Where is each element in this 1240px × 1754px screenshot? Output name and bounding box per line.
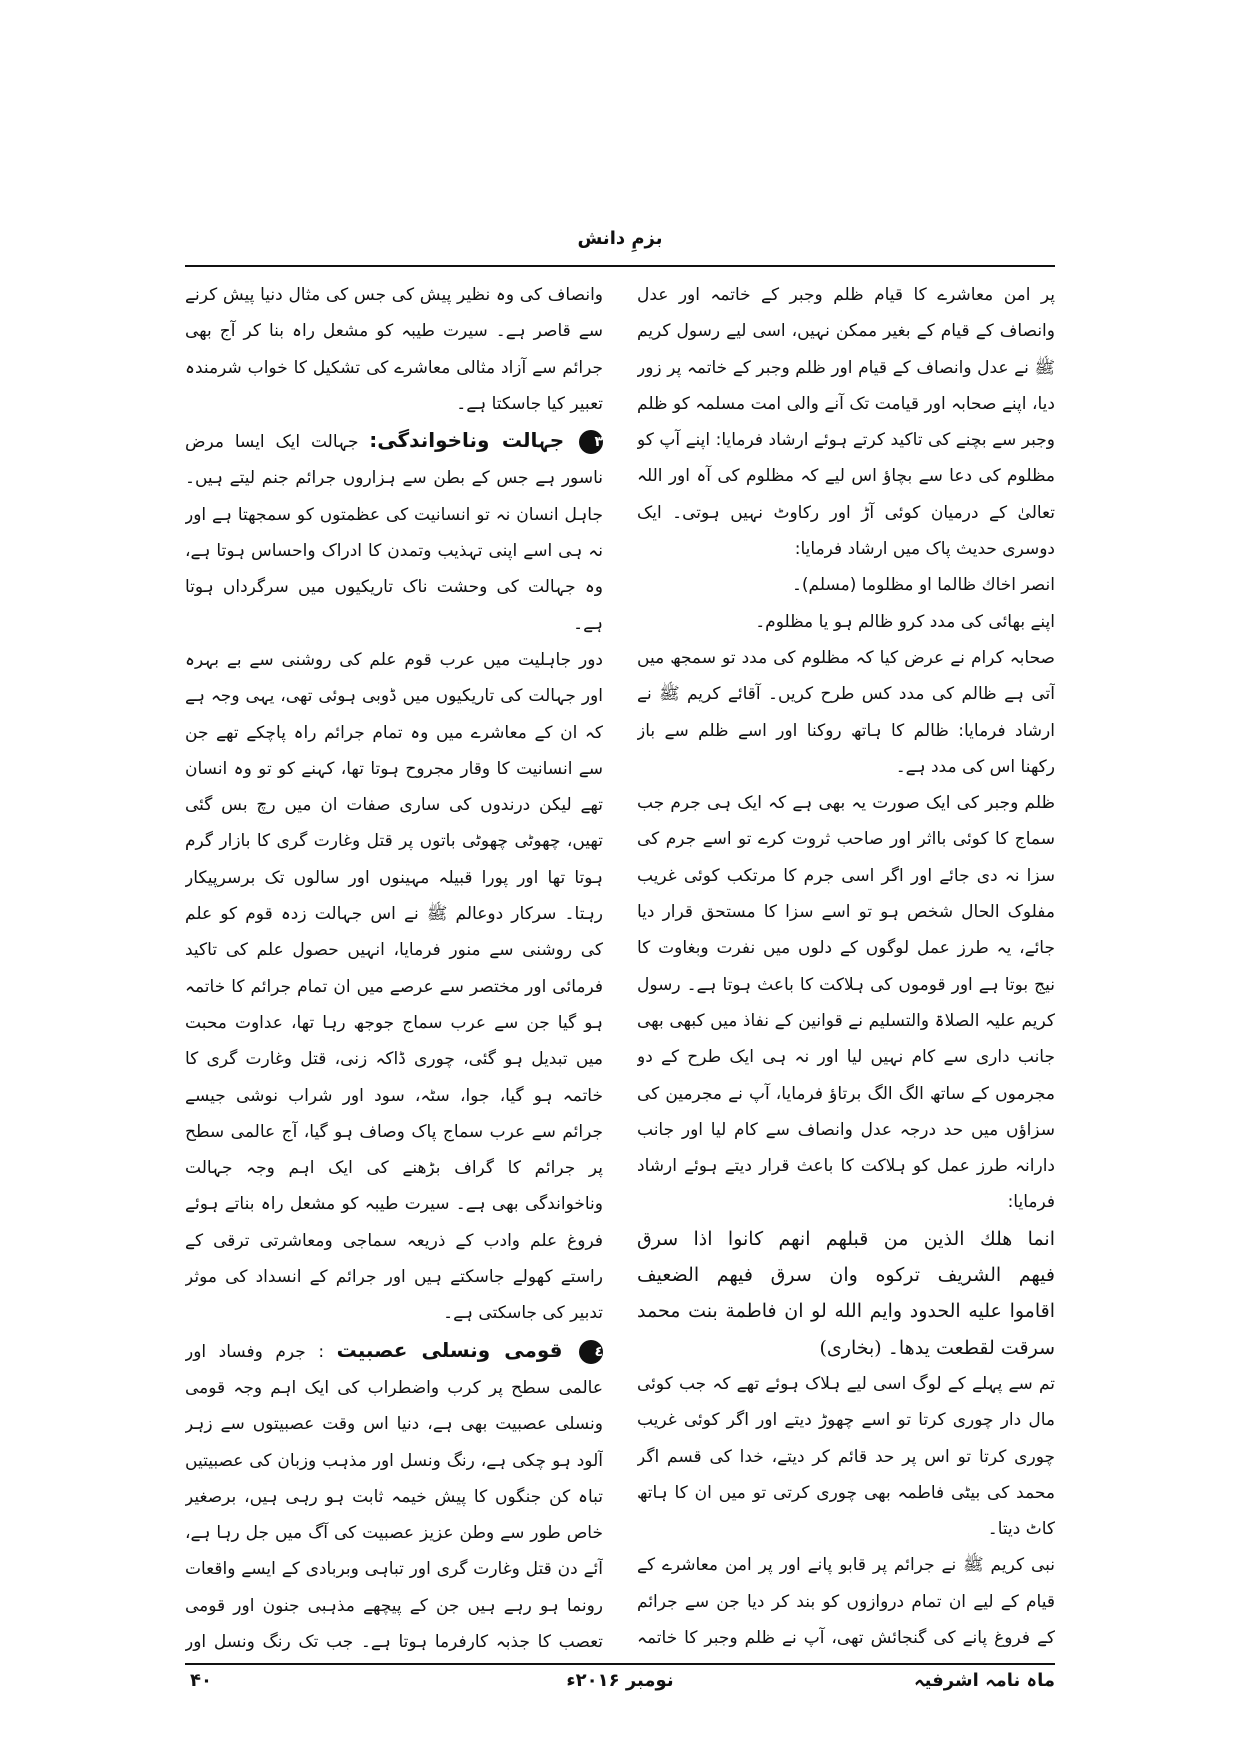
section-heading-title: جہالت وناخواندگی: [369, 428, 565, 453]
hadith-arabic: انصر اخاك ظالما او مظلوما (مسلم)۔ [791, 575, 1055, 596]
hadith-line: اقاموا عليه الحدود وايم الله لو ان فاطمة بنت محمد [637, 1300, 1055, 1323]
paragraph: پر امن معاشرے کا قیام ظلم وجبر کے خاتمہ اور عدل وانصاف کے قیام کے بغیر ممکن نہیں، اسی لیے رسول کریم ﷺ نے عدل وانصاف کے قیام اور ظلم وجبر کے خاتمہ پر زور دیا، اپنے صحابہ اور قیامت تک آنے والی امت مسلمہ کو ظلم وجبر سے بچنے کی تاکید کرتے ہوئے ارشاد فرمایا: اپنے آپ کو مظلوم کی دعا سے بچاؤ اس لیے کہ مظلوم کی آہ اور اللہ تعالیٰ کے درمیان کوئی آڑ اور رکاوٹ نہیں ہوتی۔ ایک دوسری حدیث پاک میں ارشاد فرمایا: [637, 285, 1055, 560]
section-text: جہالت ایک ایسا مرض ناسور ہے جس کے بطن سے ہزاروں جرائم جنم لیتے ہیں۔ جاہل انسان نہ تو انسانیت کی عظمتوں کو سمجھتا ہے اور نہ ہی اسے اپنی تہذیب وتمدن کا ادراک واحساس ہوتا ہے، وہ جہالت کی وحشت ناک تاریکیوں میں سرگرداں ہوتا ہے۔ [185, 432, 603, 634]
magazine-name: ماہ نامہ اشرفیہ [914, 1670, 1055, 1691]
paragraph: تم سے پہلے کے لوگ اسی لیے ہلاک ہوئے تھے کہ جب کوئی مال دار چوری کرتا تو اسے چھوڑ دیتے اور اگر کوئی غریب چوری کرتا تو اس پر حد قائم کر دیتے، خدا کی قسم اگر محمد کی بیٹی فاطمہ بھی چوری کرتی تو میں ان کا ہاتھ کاٹ دیتا۔ [637, 1373, 1055, 1540]
right-column [637, 277, 1055, 1655]
paragraph: ظلم وجبر کی ایک صورت یہ بھی ہے کہ ایک ہی جرم جب سماج کا کوئی بااثر اور صاحب ثروت کرے تو اسے جرم کی سزا نہ دی جائے اور اگر اسی جرم کا مرتکب کوئی غریب مفلوک الحال شخص ہو تو اسے سزا کا مستحق قرار دیا جائے، یہ طرز عمل لوگوں کے دلوں میں نفرت وبغاوت کا نیج بوتا ہے اور قوموں کی ہلاکت کا باعث ہوتا ہے۔ رسول کریم علیہ الصلاۃ والتسلیم نے قوانین کے نفاذ میں کبھی بھی جانب داری سے کام نہیں لیا اور نہ ہی ایک طرح کے دو مجرموں کے ساتھ الگ الگ برتاؤ فرمایا، آپ نے مجرمین کی سزاؤں میں حد درجہ عدل وانصاف سے کام لیا اور جانب دارانہ طرز عمل کو ہلاکت کا باعث قرار دیتے ہوئے ارشاد فرمایا: [637, 793, 1055, 1213]
section-heading [358, 428, 603, 453]
paragraph: وانصاف کی وہ نظیر پیش کی جس کی مثال دنیا پیش کرنے سے قاصر ہے۔ سیرت طیبہ کو مشعل راہ بنا کر آج بھی جرائم سے آزاد مثالی معاشرے کی تشکیل کا خواب شرمندہ تعبیر کیا جاسکتا ہے۔ [185, 285, 603, 414]
section-number-badge: ٣ [579, 430, 603, 454]
left-column [185, 277, 603, 1655]
section-heading [324, 1337, 603, 1362]
section-number-badge: ٤ [579, 1340, 603, 1364]
hadith-translation: اپنے بھائی کی مدد کرو ظالم ہو یا مظلوم۔ [755, 611, 1055, 632]
section-title: بزمِ دانش [577, 228, 663, 249]
paragraph: دور جاہلیت میں عرب قوم علم کی روشنی سے بے بہرہ اور جہالت کی تاریکیوں میں ڈوبی ہوئی تھی، یہی وجہ ہے کہ ان کے معاشرے میں وہ تمام جرائم راہ پاچکے تھے جن سے انسانیت کا وقار مجروح ہوتا تھا، کہنے کو تو وہ انسان تھے لیکن درندوں کی ساری صفات ان میں رچ بس گئی تھیں، چھوٹی چھوٹی باتوں پر قتل وغارت گری کا بازار گرم ہوتا تھا اور پورا قبیلہ مہینوں اور سالوں تک برسرپیکار رہتا۔ سرکار دوعالم ﷺ نے اس جہالت زدہ قوم کو علم کی روشنی سے منور فرمایا، انہیں حصول علم کی تاکید فرمائی اور مختصر سے عرصے میں ان تمام جرائم کا خاتمہ ہو گیا جن سے عرب سماج جوجھ رہا تھا، عداوت محبت میں تبدیل ہو گئی، چوری ڈاکہ زنی، قتل وغارت گری کا خاتمہ ہو گیا، جوا، سٹہ، سود اور شراب نوشی جیسے جرائم سے عرب سماج پاک وصاف ہو گیا، آج عالمی سطح پر جرائم کا گراف بڑھنے کی ایک اہم وجہ جہالت وناخواندگی بھی ہے۔ سیرت طیبہ کو مشعل راہ بناتے ہوئے فروغ علم وادب کے ذریعہ سماجی ومعاشرتی ترقی کے راستے کھولے جاسکتے ہیں اور جرائم کے انسداد کی موثر تدبیر کی جاسکتی ہے۔ [185, 649, 603, 1324]
header-rule [185, 265, 1055, 267]
hadith-line: انما هلك الذين من قبلهم انهم كانوا اذا سرق [637, 1227, 1055, 1250]
section-heading-title: قومی ونسلی عصبیت [336, 1337, 563, 1362]
paragraph: صحابہ کرام نے عرض کیا کہ مظلوم کی مدد تو سمجھ میں آتی ہے ظالم کی مدد کس طرح کریں۔ آقائے کریم ﷺ نے ارشاد فرمایا: ظالم کا ہاتھ روکنا اور اسے ظلم سے باز رکھنا اس کی مدد ہے۔ [637, 647, 1055, 777]
section-paragraph [185, 1332, 603, 1655]
footer-rule [185, 1663, 1055, 1665]
issue-date: نومبر ۲۰۱۶ء [566, 1670, 674, 1691]
section-text: : جرم وفساد اور عالمی سطح پر کرب واضطراب کی ایک اہم وجہ قومی ونسلی عصبیت بھی ہے، دنیا اس وقت عصبیتوں سے زہر آلود ہو چکی ہے، رنگ ونسل اور مذہب وزبان کی عصبیتیں تباہ کن جنگوں کا پیش خیمہ ثابت ہو رہی ہیں، برصغیر خاص طور سے وطن عزیز عصبیت کی آگ میں جل رہا ہے، آئے دن قتل وغارت گری اور تباہی وبربادی کے ایسے واقعات رونما ہو رہے ہیں جن کے پیچھے مذہبی جنون اور قومی تعصب کا جذبہ کارفرما ہوتا ہے۔ جب تک رنگ ونسل اور [185, 1341, 603, 1652]
hadith-line: سرقت لقطعت يدها۔ (بخاری) [819, 1336, 1055, 1359]
page-number: ۴۰ [190, 1670, 212, 1691]
section-paragraph [185, 422, 603, 642]
hadith-arabic-block [637, 1221, 1055, 1366]
hadith-line: فيهم الشريف تركوه وان سرق فيهم الضعيف [637, 1264, 1055, 1287]
paragraph: نبی کریم ﷺ نے جرائم پر قابو پانے اور پر امن معاشرے کے قیام کے لیے ان تمام دروازوں کو بند کر دیا جن سے جرائم کے فروغ پانے کی گنجائش تھی، آپ نے ظلم وجبر کا خاتمہ [637, 1555, 1055, 1648]
